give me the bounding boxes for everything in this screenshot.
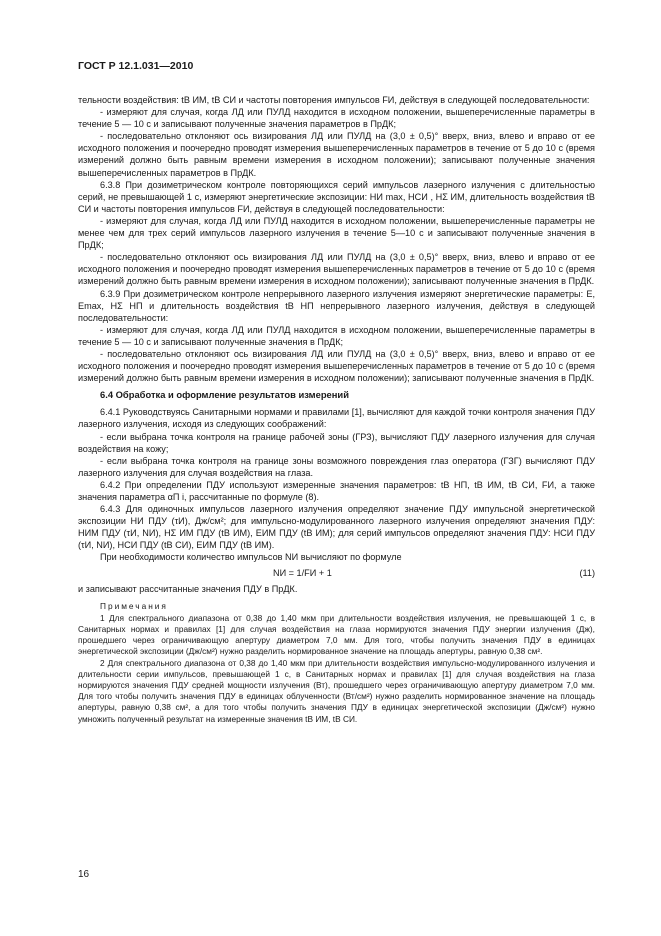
page-number: 16	[78, 869, 90, 880]
list-item: - измеряют для случая, когда ЛД или ПУЛД находится в исходном положении, вышеперечисленные параметры не менее чем для трех серий импульсов лазерного излучения в течение 5—10 с и записывают полученные значения в ПрДК;	[78, 215, 595, 251]
notes-block	[78, 601, 595, 725]
list-item: - измеряют для случая, когда ЛД или ПУЛД находится в исходном положении, вышеперечисленные параметры в течение 5 — 10 с и записывают полученные значения в ПрДК;	[78, 324, 595, 347]
clause-6-3-8: 6.3.8 При дозиметрическом контроле повторяющихся серий импульсов лазерного излучения с длительностью серий, не превышающей 1 с, измеряют энергетические экспозиции: HИ max, HСИ , HΣ ИМ, длительность воздействия tВ СИ и частоты повторения импульсов FИ, действуя в следующей последовательности:	[78, 179, 595, 214]
paragraph: и записывают рассчитанные значения ПДУ в ПрДК.	[78, 583, 298, 594]
document-body	[78, 94, 595, 725]
clause-6-4-2: 6.4.2 При определении ПДУ используют измеренные значения параметров: tВ НП, tВ ИМ, tВ СИ, FИ, а также значения параметра αП i, рассчитанные по формуле (8).	[78, 479, 595, 502]
section-title: 6.4 Обработка и оформление результатов измерений	[100, 389, 349, 401]
clause-6-4-1: 6.4.1 Руководствуясь Санитарными нормами и правилами [1], вычисляют для каждой точки контроля значения ПДУ лазерного излучения, исходя из следующих соображений:	[78, 407, 595, 430]
list-item: - последовательно отклоняют ось визирования ЛД или ПУЛД на (3,0 ± 0,5)° вверх, вниз, влево и вправо от ее исходного положения и поочередно проводят измерения вышеперечисленных параметров в течение от 5 до 10 с (время измерений должно быть равным времени измерения в исходном положении); записывают полученные значения в ПрДК.	[78, 252, 595, 287]
list-item: - если выбрана точка контроля на границе рабочей зоны (ГРЗ), вычисляют ПДУ лазерного излучения для случая воздействия на кожу;	[78, 431, 595, 454]
list-item: - последовательно отклоняют ось визирования ЛД или ПУЛД на (3,0 ± 0,5)° вверх, вниз, влево и вправо от ее исходного положения и поочередно проводят измерения вышеперечисленных параметров в течение от 5 до 10 с (время измерений должно быть равным времени измерения в исходном положении); записывают полученные значения вышеперечисленных параметров в ПрДК.	[78, 131, 595, 178]
running-header: ГОСТ Р 12.1.031—2010	[78, 60, 194, 72]
formula-11	[78, 565, 595, 581]
formula-text: NИ = 1/FИ + 1	[273, 567, 332, 578]
formula-number: (11)	[579, 567, 595, 578]
list-item: - измеряют для случая, когда ЛД или ПУЛД находится в исходном положении, вышеперечисленные параметры в течение 5 — 10 с и записывают полученные значения параметров в ПрДК;	[78, 107, 595, 130]
note-1: 1 Для спектрального диапазона от 0,38 до 1,40 мкм при длительности воздействия излучения, не превышающей 1 с, в Санитарных нормах и правилах [1] для случая воздействия на глаза нормируются значения ПДУ энергии излучения (Дж), прошедшего через ограничивающую апертуру диаметром 7,0 мм. Для того, чтобы получить значения ПДУ в единицах энергетической экспозиции (Дж/см²) нужно разделить нормированное значение на площадь апертуры, равную 0,38 см².	[78, 612, 595, 657]
notes-title: Примечания	[100, 600, 168, 611]
list-item: - если выбрана точка контроля на границе зоны возможного повреждения глаз оператора (ГЗГ) вычисляют ПДУ лазерного излучения для случая воздействия на глаза.	[78, 455, 595, 478]
paragraph: При необходимости количество импульсов NИ вычисляют по формуле	[100, 552, 402, 563]
clause-6-4-3: 6.4.3 Для одиночных импульсов лазерного излучения определяют значение ПДУ импульсной энергетической экспозиции HИ ПДУ (τИ), Дж/см²; для импульсно-модулированного лазерного излучения определяют значения ПДУ: HИМ ПДУ (τИ, NИ), HΣ ИМ ПДУ (tВ ИМ), EИМ ПДУ (tВ ИМ); для серий импульсов определяют значения ПДУ: HСИ ПДУ (τИ, NИ), HСИ ПДУ (tВ СИ), EИМ ПДУ (tВ ИМ).	[78, 504, 595, 551]
clause-6-3-9: 6.3.9 При дозиметрическом контроле непрерывного лазерного излучения измеряют энергетические параметры: E, Emax, HΣ НП и длительность воздействия tВ НП непрерывного лазерного излучения, действуя в следующей последовательности:	[78, 288, 595, 323]
note-2: 2 Для спектрального диапазона от 0,38 до 1,40 мкм при длительности воздействия импульсно-модулированного излучения и длительности серии импульсов, превышающей 1 с, в Санитарных нормах и правилах [1] для случая воздействия на глаза нормируются значения ПДУ средней мощности излучения (Вт), прошедшего через ограничивающую апертуру диаметром 7,0 мм. Для того чтобы получить значения ПДУ в единицах облученности (Вт/см²) нужно разделить нормированное значение на площадь апертуры, равную 0,38 см², а для того чтобы получить значения ПДУ в единицах энергетической экспозиции (Дж/см²) нужно умножить полученный результат на измеренные значения tВ ИМ, tВ СИ.	[78, 657, 595, 724]
paragraph: тельности воздействия: tВ ИМ, tВ СИ и частоты повторения импульсов FИ, действуя в следующей последовательности:	[78, 95, 590, 105]
list-item: - последовательно отклоняют ось визирования ЛД или ПУЛД на (3,0 ± 0,5)° вверх, вниз, влево и вправо от ее исходного положения и поочередно проводят измерения вышеперечисленных параметров в течение от 5 до 10 с (время измерений должно быть равным времени измерения в исходном положении); записывают полученные значения в ПрДК.	[78, 348, 595, 384]
